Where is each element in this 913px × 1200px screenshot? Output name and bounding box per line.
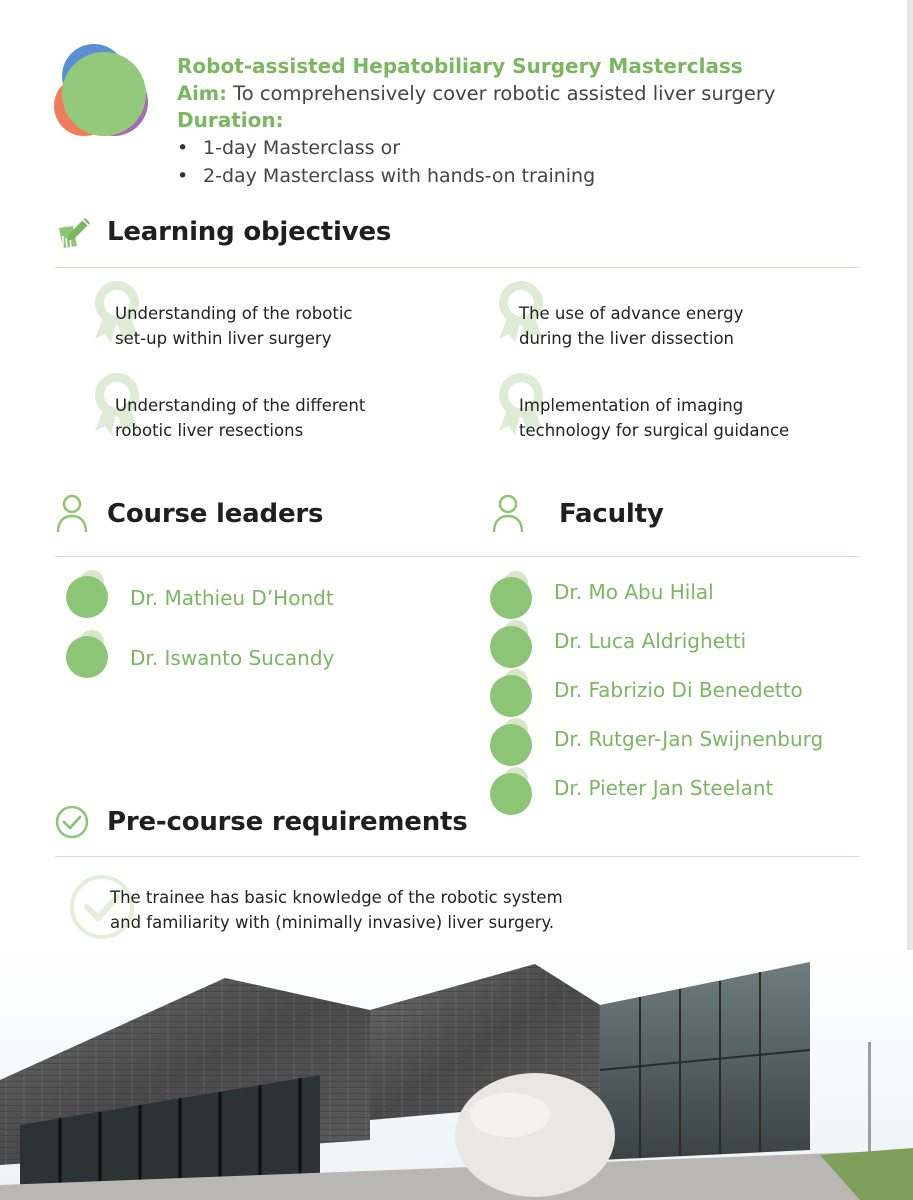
objective-text-line: set-up within liver surgery [115, 329, 332, 348]
person-name: Dr. Mo Abu Hilal [554, 580, 714, 604]
duration-item: • 2-day Masterclass with hands-on training [177, 162, 877, 190]
duration-item: • 1-day Masterclass or [177, 134, 877, 162]
person-name: Dr. Pieter Jan Steelant [554, 776, 774, 800]
duration-list [177, 134, 877, 190]
objective-text-line: robotic liver resections [115, 421, 304, 440]
faculty-item [490, 675, 803, 719]
aim-text: To comprehensively cover robotic assisted liver surgery [233, 82, 776, 105]
aim-label: Aim: [177, 82, 227, 105]
objective-text-line: Implementation of imaging [519, 396, 744, 415]
bullet-dot [490, 675, 534, 719]
learning-objectives-heading [55, 214, 391, 250]
faculty-item [490, 773, 773, 817]
person-name: Dr. Mathieu D’Hondt [130, 586, 334, 610]
section-title: Learning objectives [107, 217, 392, 247]
section-divider [55, 267, 860, 268]
objective-text-line: Understanding of the different [115, 396, 366, 415]
person-name: Dr. Fabrizio Di Benedetto [554, 678, 803, 702]
building-photo [0, 950, 913, 1200]
section-divider [55, 556, 860, 557]
person-icon [491, 494, 525, 534]
course-header [177, 52, 877, 190]
leader-item [66, 636, 334, 680]
person-icon [55, 494, 89, 534]
pencil-notebook-icon [55, 214, 93, 250]
bullet-dot [490, 773, 534, 817]
objective-item [115, 393, 455, 443]
bullet-dot [490, 724, 534, 768]
person-name: Dr. Luca Aldrighetti [554, 629, 747, 653]
leader-item [66, 576, 334, 620]
bullet-dot [490, 626, 534, 670]
section-title: Course leaders [107, 499, 324, 529]
person-name: Dr. Iswanto Sucandy [130, 646, 335, 670]
faculty-item [490, 626, 746, 670]
bullet-dot [66, 636, 110, 680]
faculty-item [490, 724, 823, 768]
course-title: Robot-assisted Hepatobiliary Surgery Masterclass [177, 54, 743, 78]
requirement-line: The trainee has basic knowledge of the robotic system [110, 888, 563, 907]
aim-line [177, 80, 877, 107]
objective-text-line: during the liver dissection [519, 329, 734, 348]
objective-item [115, 301, 455, 351]
requirement-line: and familiarity with (minimally invasive) liver surgery. [110, 913, 555, 932]
bullet-dot [490, 577, 534, 621]
requirements-heading [55, 805, 468, 839]
bullet-dot [66, 576, 110, 620]
brand-logo-icon [54, 44, 154, 144]
objective-text-line: The use of advance energy [519, 304, 744, 323]
objective-text-line: Understanding of the robotic [115, 304, 353, 323]
section-title: Pre-course requirements [107, 807, 468, 837]
course-leaders-heading [55, 494, 323, 534]
duration-label: Duration: [177, 108, 284, 132]
requirement-text [110, 885, 630, 935]
person-name: Dr. Rutger-Jan Swijnenburg [554, 727, 824, 751]
section-title: Faculty [559, 499, 664, 529]
faculty-item [490, 577, 714, 621]
objective-text-line: technology for surgical guidance [519, 421, 790, 440]
objective-item [519, 301, 859, 351]
checkmark-circle-icon [55, 805, 89, 839]
faculty-heading [491, 494, 664, 534]
section-divider [55, 856, 860, 857]
objective-item [519, 393, 859, 443]
